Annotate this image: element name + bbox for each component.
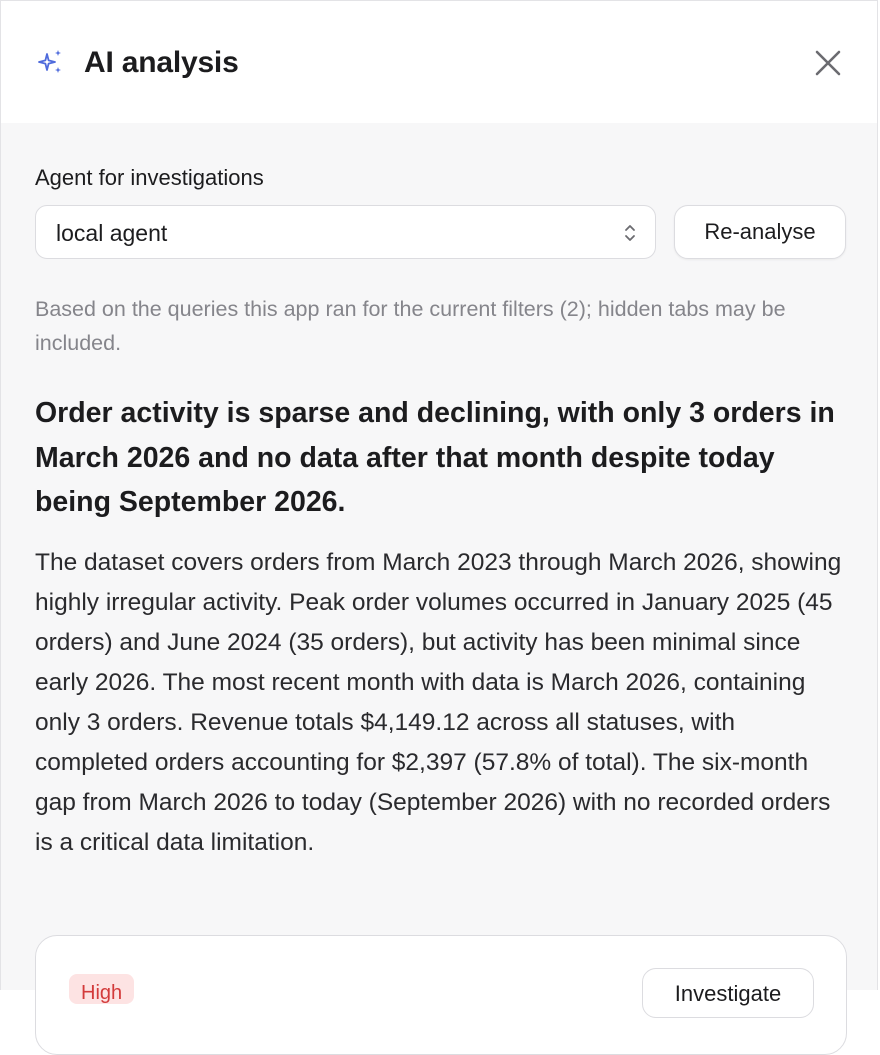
agent-select-value: local agent xyxy=(56,220,168,246)
analysis-headline: Order activity is sparse and declining, with only 3 orders in March 2026 and no data after that month despite today being September 2026. xyxy=(35,397,835,518)
query-context-note: Based on the queries this app ran for the current filters (2); hidden tabs may be included. xyxy=(35,297,786,355)
analysis-summary: The dataset covers orders from March 2023 through March 2026, showing highly irregular activity. Peak order volumes occurred in January 2025 (45 orders) and June 2024 (35 orders), but activity has been minimal since early 2026. The most recent month with data is March 2026, containing only 3 orders. Revenue totals $4,149.12 across all statuses, with completed orders accounting for $2,397 (57.8% of total). The six-month gap from March 2026 to today (September 2026) with no recorded orders is a critical data limitation. xyxy=(35,549,842,856)
close-icon xyxy=(809,44,847,82)
reanalyse-button[interactable]: Re-analyse xyxy=(674,205,846,259)
chevron-up-down-icon xyxy=(623,222,637,244)
panel-body xyxy=(1,123,877,1006)
sparkle-icon xyxy=(35,47,67,79)
panel-title: AI analysis xyxy=(84,46,239,79)
panel-header xyxy=(1,1,877,123)
close-button[interactable] xyxy=(809,44,847,82)
agent-select-label: Agent for investigations xyxy=(35,165,264,190)
severity-badge: High xyxy=(69,974,134,1004)
investigate-button[interactable]: Investigate xyxy=(642,968,814,1018)
agent-select[interactable] xyxy=(35,205,656,259)
finding-card xyxy=(35,935,847,1055)
